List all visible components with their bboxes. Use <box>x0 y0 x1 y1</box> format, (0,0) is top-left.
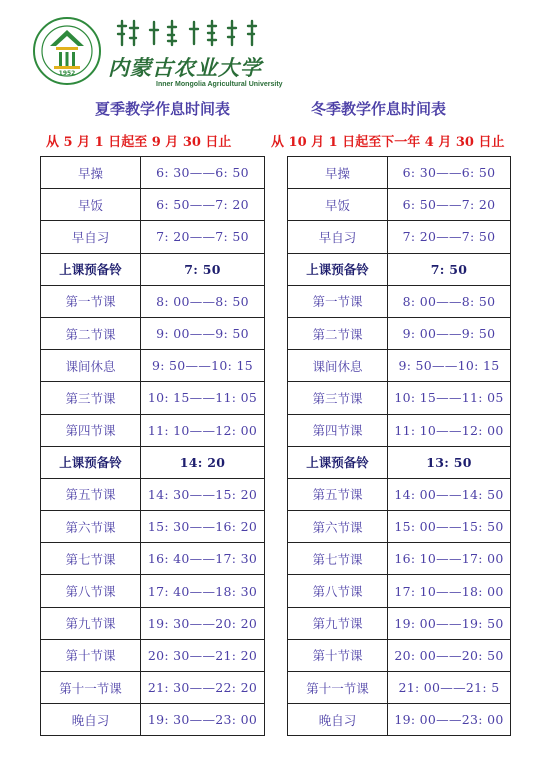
summer-schedule-title: 夏季教学作息时间表 <box>95 100 231 118</box>
period-time: 9: 50——10: 15 <box>141 350 265 382</box>
table-row <box>288 575 511 607</box>
period-label: 课间休息 <box>288 350 388 382</box>
period-label: 第一节课 <box>288 285 388 317</box>
table-row <box>41 478 265 510</box>
table-row <box>41 189 265 221</box>
period-time: 11: 10——12: 00 <box>388 414 511 446</box>
period-time: 8: 00——8: 50 <box>141 285 265 317</box>
period-label: 晚自习 <box>41 704 141 736</box>
period-label: 第十一节课 <box>41 672 141 704</box>
period-label: 第二节课 <box>41 317 141 349</box>
table-row <box>288 607 511 639</box>
period-label: 第七节课 <box>41 543 141 575</box>
table-row <box>41 543 265 575</box>
table-row <box>288 639 511 671</box>
period-time: 20: 30——21: 20 <box>141 639 265 671</box>
period-label: 上课预备铃 <box>288 446 388 478</box>
period-label: 第九节课 <box>41 607 141 639</box>
period-label: 早操 <box>41 157 141 189</box>
summer-date-range: 从 5 月 1 日起至 9 月 30 日止 <box>46 135 232 150</box>
period-label: 第六节课 <box>41 511 141 543</box>
period-time: 14: 30——15: 20 <box>141 478 265 510</box>
winter-schedule-table <box>287 156 511 736</box>
period-label: 上课预备铃 <box>41 253 141 285</box>
period-time: 10: 15——11: 05 <box>141 382 265 414</box>
period-time: 10: 15——11: 05 <box>388 382 511 414</box>
period-label: 早操 <box>288 157 388 189</box>
period-time: 15: 30——16: 20 <box>141 511 265 543</box>
period-time: 19: 00——23: 00 <box>388 704 511 736</box>
mongolian-script-icon <box>114 18 264 48</box>
university-name-cn: 内蒙古农业大学 <box>108 55 262 80</box>
period-label: 第三节课 <box>41 382 141 414</box>
table-row <box>41 446 265 478</box>
table-row <box>288 317 511 349</box>
university-name-en: Inner Mongolia Agricultural University <box>156 81 283 88</box>
table-row <box>41 285 265 317</box>
table-row <box>288 414 511 446</box>
period-label: 早饭 <box>288 189 388 221</box>
period-time: 8: 00——8: 50 <box>388 285 511 317</box>
period-time: 7: 20——7: 50 <box>388 221 511 253</box>
period-time: 9: 00——9: 50 <box>141 317 265 349</box>
table-row <box>41 317 265 349</box>
winter-date-range: 从 10 月 1 日起至下一年 4 月 30 日止 <box>271 135 505 150</box>
period-time: 7: 50 <box>141 253 265 285</box>
period-time: 6: 30——6: 50 <box>141 157 265 189</box>
table-row <box>41 157 265 189</box>
period-time: 7: 20——7: 50 <box>141 221 265 253</box>
table-row <box>41 253 265 285</box>
period-label: 第二节课 <box>288 317 388 349</box>
period-time: 15: 00——15: 50 <box>388 511 511 543</box>
period-label: 第五节课 <box>41 478 141 510</box>
period-time: 16: 40——17: 30 <box>141 543 265 575</box>
period-label: 早自习 <box>41 221 141 253</box>
period-label: 第四节课 <box>288 414 388 446</box>
period-time: 19: 30——23: 00 <box>141 704 265 736</box>
period-time: 16: 10——17: 00 <box>388 543 511 575</box>
table-row <box>288 511 511 543</box>
table-row <box>41 575 265 607</box>
university-seal-icon <box>28 16 106 86</box>
table-row <box>288 543 511 575</box>
table-row <box>41 704 265 736</box>
summer-schedule-table <box>40 156 265 736</box>
period-label: 第六节课 <box>288 511 388 543</box>
period-label: 第四节课 <box>41 414 141 446</box>
table-row <box>41 221 265 253</box>
period-time: 11: 10——12: 00 <box>141 414 265 446</box>
period-label: 第九节课 <box>288 607 388 639</box>
period-label: 第五节课 <box>288 478 388 510</box>
period-time: 20: 00——20: 50 <box>388 639 511 671</box>
table-row <box>41 639 265 671</box>
period-time: 6: 50——7: 20 <box>388 189 511 221</box>
table-row <box>288 157 511 189</box>
period-time: 9: 00——9: 50 <box>388 317 511 349</box>
period-time: 17: 10——18: 00 <box>388 575 511 607</box>
period-label: 课间休息 <box>41 350 141 382</box>
period-time: 19: 30——20: 20 <box>141 607 265 639</box>
period-time: 13: 50 <box>388 446 511 478</box>
period-time: 6: 30——6: 50 <box>388 157 511 189</box>
period-time: 14: 20 <box>141 446 265 478</box>
period-label: 上课预备铃 <box>288 253 388 285</box>
table-row <box>41 607 265 639</box>
period-label: 早饭 <box>41 189 141 221</box>
table-row <box>288 253 511 285</box>
table-row <box>41 350 265 382</box>
table-row <box>288 704 511 736</box>
table-row <box>41 414 265 446</box>
period-label: 第十一节课 <box>288 672 388 704</box>
table-row <box>41 672 265 704</box>
table-row <box>41 382 265 414</box>
period-time: 17: 40——18: 30 <box>141 575 265 607</box>
winter-schedule-title: 冬季教学作息时间表 <box>311 100 447 118</box>
period-time: 21: 30——22: 20 <box>141 672 265 704</box>
table-row <box>288 382 511 414</box>
period-time: 6: 50——7: 20 <box>141 189 265 221</box>
table-row <box>288 221 511 253</box>
period-time: 21: 00——21: 5 <box>388 672 511 704</box>
table-row <box>288 189 511 221</box>
period-label: 第八节课 <box>288 575 388 607</box>
period-label: 第十节课 <box>41 639 141 671</box>
period-time: 14: 00——14: 50 <box>388 478 511 510</box>
svg-text:1952: 1952 <box>58 70 76 77</box>
table-row <box>288 672 511 704</box>
table-row <box>288 446 511 478</box>
period-label: 第十节课 <box>288 639 388 671</box>
period-label: 第一节课 <box>41 285 141 317</box>
table-row <box>288 350 511 382</box>
period-time: 19: 00——19: 50 <box>388 607 511 639</box>
period-label: 第七节课 <box>288 543 388 575</box>
table-row <box>288 285 511 317</box>
table-row <box>41 511 265 543</box>
period-label: 晚自习 <box>288 704 388 736</box>
period-time: 7: 50 <box>388 253 511 285</box>
period-label: 上课预备铃 <box>41 446 141 478</box>
university-logo <box>28 16 283 88</box>
table-row <box>288 478 511 510</box>
period-label: 早自习 <box>288 221 388 253</box>
period-time: 9: 50——10: 15 <box>388 350 511 382</box>
period-label: 第三节课 <box>288 382 388 414</box>
period-label: 第八节课 <box>41 575 141 607</box>
